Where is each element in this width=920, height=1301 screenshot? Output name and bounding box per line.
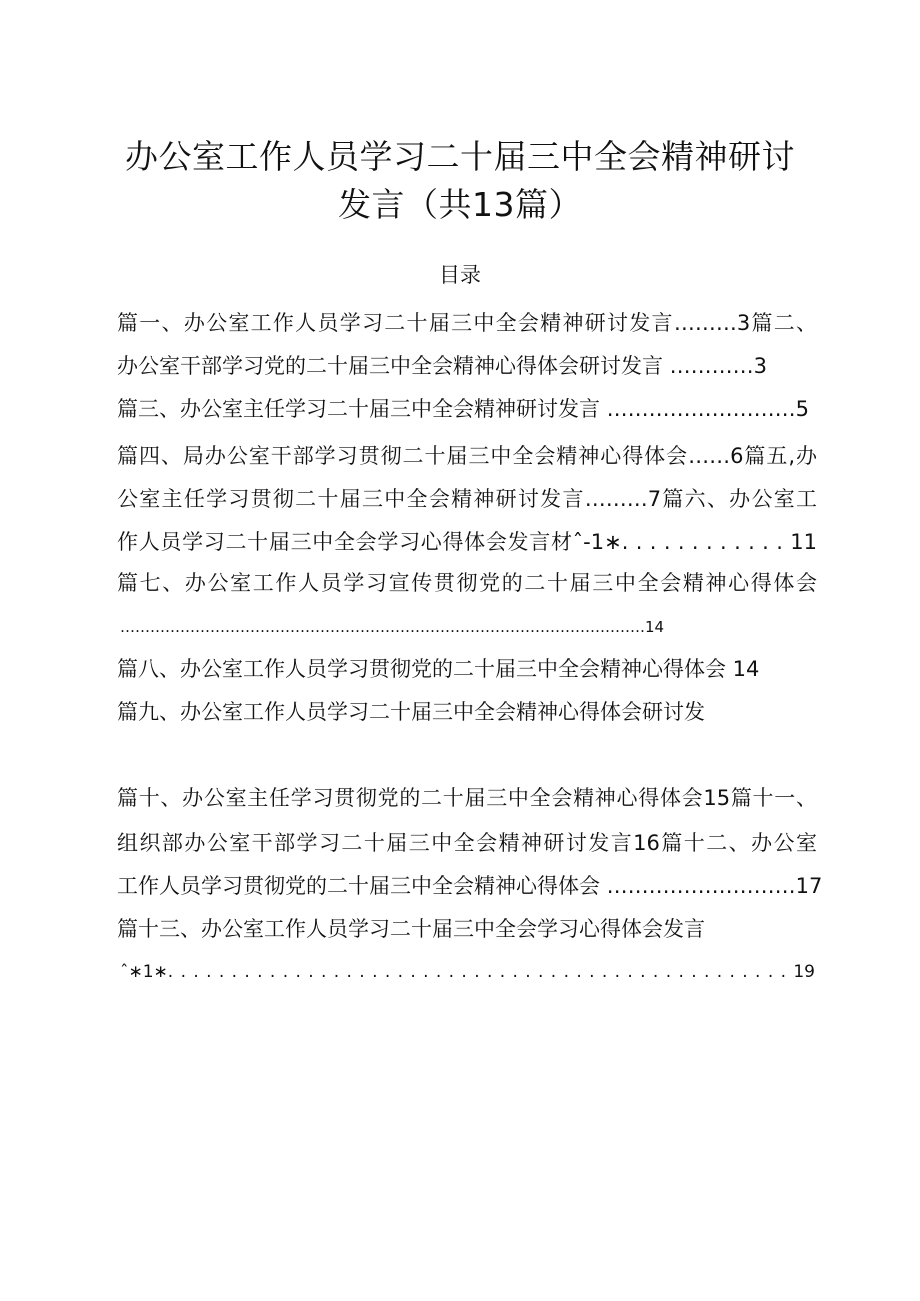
toc-line: 篇七、办公室工作人员学习宣传贯彻党的二十届三中全会精神心得体会 [117, 571, 817, 595]
toc-line: 作人员学习二十届三中全会学习心得体会发言材ˆ-1∗. . . . . . . . . . . . 11 [117, 530, 817, 554]
toc-line: 篇一、办公室工作人员学习二十届三中全会精神研讨发言………3篇二、 [117, 311, 817, 335]
toc-line: ˆ∗1∗. . . . . . . . . . . . . . . . . . . . . . . . . . . . . . . . . . . . . . . . . . . . . . . . . 19 [120, 962, 815, 982]
toc-line: 篇三、办公室主任学习二十届三中全会精神研讨发言 ………………………5 [117, 397, 810, 421]
document-title-line-1: 办公室工作人员学习二十届三中全会精神研讨 [125, 137, 795, 176]
toc-line: ……………………………………………………………………………………………14 [120, 618, 665, 636]
toc-line: 组织部办公室干部学习二十届三中全会精神研讨发言16篇十二、办公室 [117, 831, 817, 855]
toc-line: 工作人员学习贯彻党的二十届三中全会精神心得体会 ………………………17 [117, 874, 823, 898]
toc-line: 篇四、局办公室干部学习贯彻二十届三中全会精神心得体会……6篇五,办 [117, 444, 817, 468]
toc-heading: 目录 [439, 263, 481, 287]
toc-line: 篇十三、办公室工作人员学习二十届三中全会学习心得体会发言 [117, 917, 705, 941]
toc-line: 篇十、办公室主任学习贯彻党的二十届三中全会精神心得体会15篇十一、 [117, 786, 817, 810]
toc-line: 办公室干部学习党的二十届三中全会精神心得体会研讨发言 …………3 [117, 354, 768, 378]
document-title-line-2: 发言（共13篇） [338, 185, 582, 224]
toc-line: 篇九、办公室工作人员学习二十届三中全会精神心得体会研讨发 [117, 700, 705, 724]
toc-line: 篇八、办公室工作人员学习贯彻党的二十届三中全会精神心得体会 14 [117, 657, 760, 681]
toc-line: 公室主任学习贯彻二十届三中全会精神研讨发言………7篇六、办公室工 [117, 487, 817, 511]
